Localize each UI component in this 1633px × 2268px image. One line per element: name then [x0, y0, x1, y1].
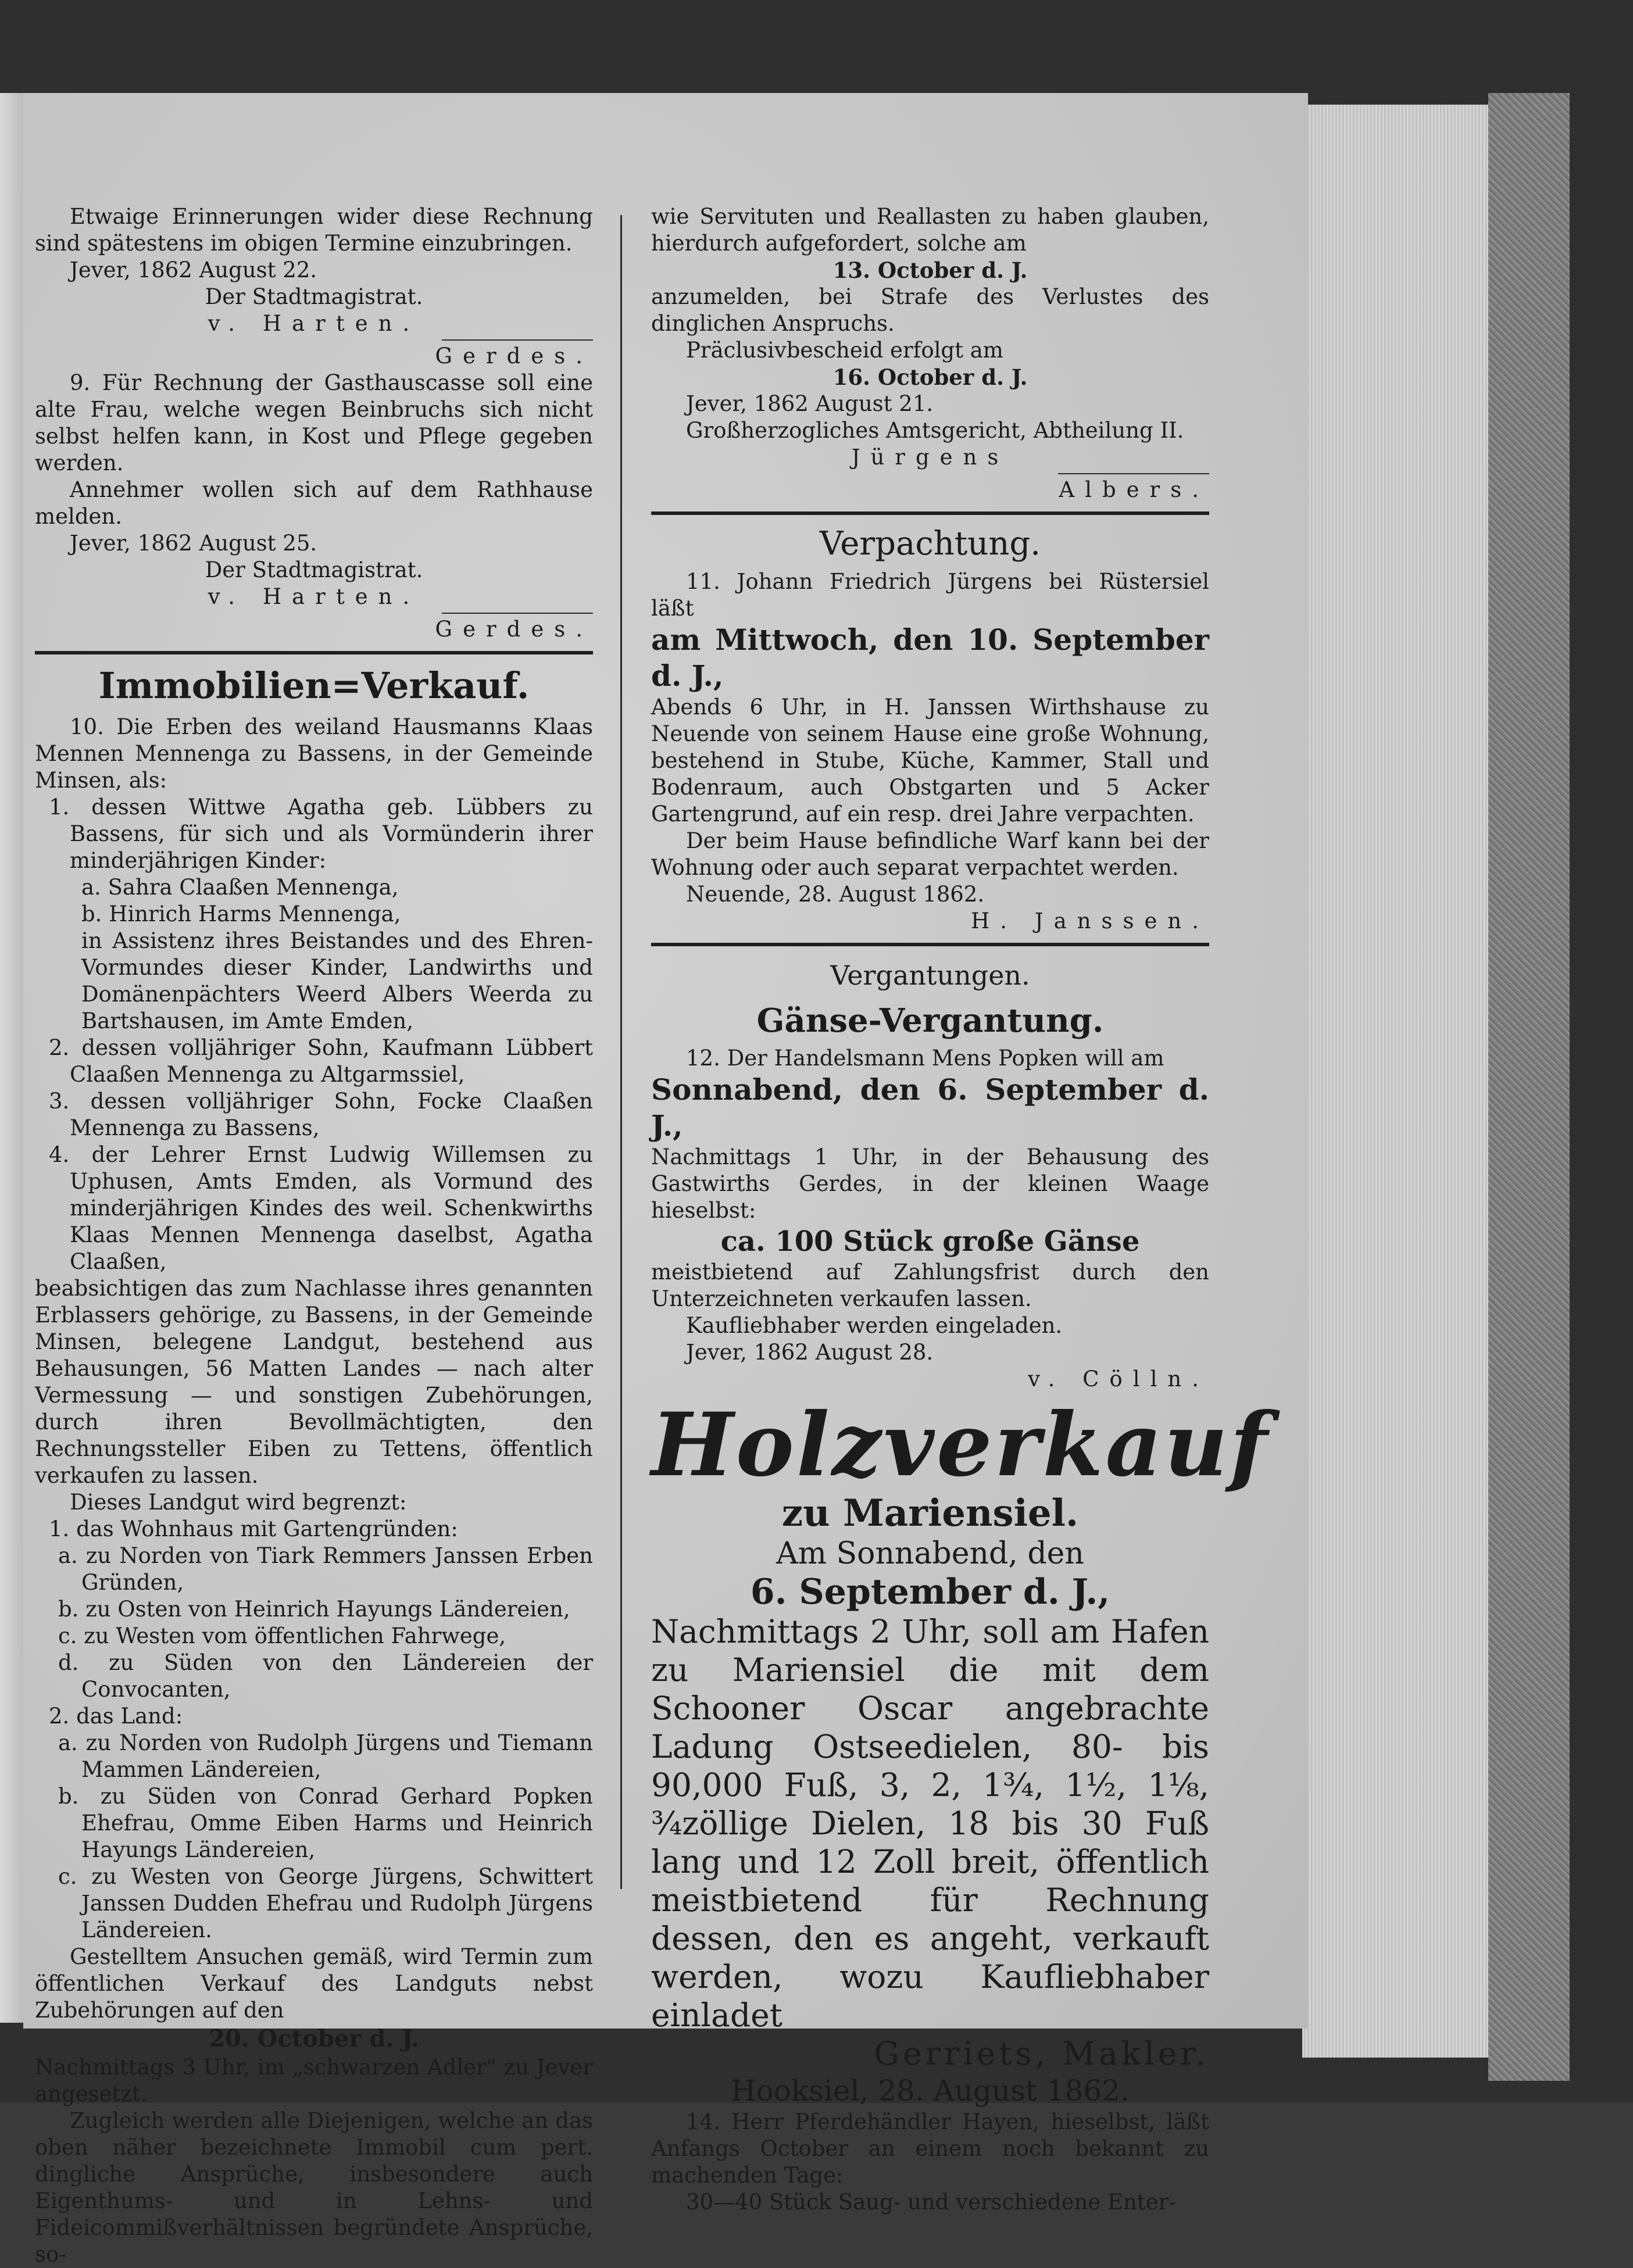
- right-column: [651, 203, 1270, 2216]
- office-line: Der Stadtmagistrat.: [205, 284, 423, 309]
- signature: Gerriets, Makler.: [874, 2035, 1209, 2072]
- notice-9: 9. Für Rechnung der Gasthauscasse soll eine alte Frau, welche wegen Beinbruchs sich nicht selbst helfen kann, in Kost und Pflege gegeben werden.: [35, 370, 593, 475]
- notice-11-date: am Mittwoch, den 10. September d. J.,: [651, 623, 1209, 693]
- facing-page-edge: [0, 93, 23, 2023]
- heir-subitem: a. Sahra Claaßen Mennenga,: [81, 875, 399, 900]
- signature: Gerdes.: [435, 617, 593, 642]
- body-text: anzumelden, bei Strafe des Verlustes des dinglichen Anspruchs.: [651, 284, 1209, 336]
- date-line: Hooksiel, 28. August 1862.: [731, 2074, 1130, 2108]
- heir-item: 2. dessen volljähriger Sohn, Kaufmann Lübbert Claaßen Mennenga zu Altgarmssiel,: [49, 1035, 593, 1087]
- section-rule: [651, 511, 1209, 515]
- court-line: Großherzogliches Amtsgericht, Abtheilung II.: [686, 418, 1184, 443]
- body-text: Nachmittags 3 Uhr, im „schwarzen Adler" zu Jever angesetzt.: [35, 2055, 593, 2106]
- notice-9-cont: Annehmer wollen sich auf dem Rathhause melden.: [35, 477, 593, 529]
- section-heading: Immobilien=Verkauf.: [98, 664, 530, 707]
- date-line: Jever, 1862 August 28.: [686, 1340, 934, 1365]
- office-line: Der Stadtmagistrat.: [205, 557, 423, 582]
- date-line: Neuende, 28. August 1862.: [686, 882, 985, 907]
- body-text: Zugleich werden alle Diejenigen, welche an das oben näher bezeichnete Immobil cum pert. dingliche Ansprüche, insbesondere auch Eigenthums- und in Lehns- und Fideicommißverhältnissen begründete Ansprüche, so-: [35, 2108, 593, 2267]
- signature-rule: [442, 339, 593, 341]
- boundary-subitem: b. zu Osten von Heinrich Hayungs Ländereien,: [58, 1597, 570, 1622]
- notice-14: 14. Herr Pferdehändler Hayen, hieselbst, läßt Anfangs October an einem noch bekannt zu machenden Tage:: [651, 2109, 1209, 2188]
- heir-subitem: in Assistenz ihres Beistandes und des Ehren-Vormundes dieser Kinder, Landwirths und Domänenpächters Weerd Albers Weerda zu Bartshausen, im Amte Emden,: [81, 928, 593, 1033]
- notice-12: 12. Der Handelsmann Mens Popken will am: [686, 1046, 1164, 1071]
- signature: v. Harten.: [208, 584, 420, 609]
- body-text: wie Servituten und Reallasten zu haben glauben, hierdurch aufgefordert, solche am: [651, 204, 1209, 256]
- signature: Gerdes.: [435, 344, 593, 369]
- heir-item: 4. der Lehrer Ernst Ludwig Willemsen zu Uphusen, Amts Emden, als Vormund des minderjährigen Kindes des weil. Schenkwirths Klaas Mennen Mennenga daselbst, Agatha Claaßen,: [49, 1142, 593, 1274]
- notice-12-text: Nachmittags 1 Uhr, in der Behausung des Gastwirths Gerdes, in der kleinen Waage hieselbst:: [651, 1144, 1209, 1223]
- book-cover-edge: [1488, 93, 1570, 2081]
- heir-subitem: b. Hinrich Harms Mennenga,: [81, 902, 401, 926]
- boundary-subitem: a. zu Norden von Rudolph Jürgens und Tiemann Mammen Ländereien,: [58, 1730, 593, 1782]
- holzverkauf-subheading: zu Mariensiel.: [781, 1491, 1079, 1535]
- notice-11-text: Abends 6 Uhr, in H. Janssen Wirthshause zu Neuende von seinem Hause eine große Wohnung, bestehend in Stube, Küche, Kammer, Stall und Bodenraum, auch Obstgarten und 5 Acker Gartengrund, auf ein resp. drei Jahre verpachten.: [651, 695, 1209, 827]
- boundary-subitem: b. zu Süden von Conrad Gerhard Popken Ehefrau, Omme Eiben Harms und Heinrich Hayungs Ländereien,: [58, 1784, 593, 1862]
- signature: v. Cölln.: [1028, 1366, 1209, 1391]
- section-heading: Verpachtung.: [819, 525, 1041, 563]
- signature: Jürgens: [851, 445, 1009, 470]
- heir-item: 1. dessen Wittwe Agatha geb. Lübbers zu Bassens, für sich und als Vormünderin ihrer minderjährigen Kinder:: [49, 795, 593, 873]
- boundary-item: 1. das Wohnhaus mit Gartengründen:: [49, 1516, 458, 1541]
- notice-14-text: 30—40 Stück Saug- und verschiedene Enter-: [686, 2190, 1176, 2215]
- holzverkauf-date: 6. September d. J.,: [750, 1572, 1110, 1612]
- holzverkauf-text: Nachmittags 2 Uhr, soll am Hafen zu Mariensiel die mit dem Schooner Oscar angebrachte Ladung Ostseedielen, 80- bis 90,000 Fuß, 3, 2, 1¾, 1½, 1⅛, ¾zöllige Dielen, 18 bis 30 Fuß lang und 12 Zoll breit, öffentlich meistbietend für Rechnung dessen, den es angeht, verkauft werden, wozu Kaufliebhaber einladet: [651, 1613, 1209, 2034]
- notice-12-text: Kaufliebhaber werden eingeladen.: [686, 1313, 1063, 1338]
- notice-11-text: Der beim Hause befindliche Warf kann bei der Wohnung oder auch separat verpachtet werden.: [651, 828, 1209, 880]
- date-line: Jever, 1862 August 22.: [70, 257, 317, 282]
- notice-11: 11. Johann Friedrich Jürgens bei Rüstersiel läßt: [651, 569, 1209, 621]
- boundary-item: 2. das Land:: [49, 1704, 183, 1729]
- boundary-subitem: c. zu Westen von George Jürgens, Schwittert Janssen Dudden Ehefrau und Rudolph Jürgens Ländereien.: [58, 1864, 593, 1943]
- signature: H. Janssen.: [971, 908, 1209, 933]
- section-rule: [35, 651, 593, 654]
- notice-12-text: meistbietend auf Zahlungsfrist durch den Unterzeichneten verkaufen lassen.: [651, 1260, 1209, 1311]
- termin-date: 20. October d. J.: [209, 2025, 419, 2052]
- notice-12-item: ca. 100 Stück große Gänse: [720, 1225, 1140, 1258]
- signature-rule: [442, 613, 593, 614]
- boundary-subitem: d. zu Süden von den Ländereien der Convocanten,: [58, 1650, 593, 1702]
- termin-date: 16. October d. J.: [832, 364, 1028, 390]
- body-text: Präclusivbescheid erfolgt am: [686, 338, 1003, 363]
- column-divider: [620, 215, 622, 1889]
- notice-10: 10. Die Erben des weiland Hausmanns Klaas Mennen Mennenga zu Bassens, in der Gemeinde Minsen, als:: [35, 714, 593, 793]
- holzverkauf-headline: Holzverkauf: [651, 1394, 1270, 1496]
- date-line: Jever, 1862 August 25.: [70, 531, 317, 556]
- subsection-heading: Gänse-Vergantung.: [756, 1001, 1104, 1040]
- signature: v. Harten.: [208, 311, 420, 336]
- left-column: [35, 203, 593, 2268]
- signature-rule: [1058, 473, 1209, 474]
- notice-12-date: Sonnabend, den 6. September d. J.,: [651, 1072, 1209, 1143]
- date-line: Jever, 1862 August 21.: [686, 391, 934, 416]
- signature: Albers.: [1059, 477, 1209, 502]
- section-heading: Vergantungen.: [830, 960, 1030, 991]
- heir-item: 3. dessen volljähriger Sohn, Focke Claaßen Mennenga zu Bassens,: [49, 1089, 593, 1140]
- section-rule: [651, 943, 1209, 946]
- body-text: beabsichtigen das zum Nachlasse ihres genannten Erblassers gehörige, zu Bassens, in der Gemeinde Minsen, belegene Landgut, bestehend aus Behausungen, 56 Matten Landes — nach alter Vermessung — und sonstigen Zubehörungen, durch ihren Bevollmächtigten, den Rechnungssteller Eiben zu Tettens, öffentlich verkaufen zu lassen.: [35, 1276, 593, 1488]
- boundary-heading: Dieses Landgut wird begrenzt:: [70, 1490, 407, 1515]
- boundary-subitem: a. zu Norden von Tiark Remmers Janssen Erben Gründen,: [58, 1543, 593, 1595]
- intro-text: Etwaige Erinnerungen wider diese Rechnung sind spätestens im obigen Termine einzubringen.: [35, 204, 593, 256]
- boundary-subitem: c. zu Westen vom öffentlichen Fahrwege,: [58, 1623, 506, 1648]
- termin-date: 13. October d. J.: [832, 257, 1028, 283]
- body-text: Gestelltem Ansuchen gemäß, wird Termin zum öffentlichen Verkauf des Landguts nebst Zubehörungen auf den: [35, 1944, 593, 2023]
- holzverkauf-day: Am Sonnabend, den: [776, 1536, 1084, 1571]
